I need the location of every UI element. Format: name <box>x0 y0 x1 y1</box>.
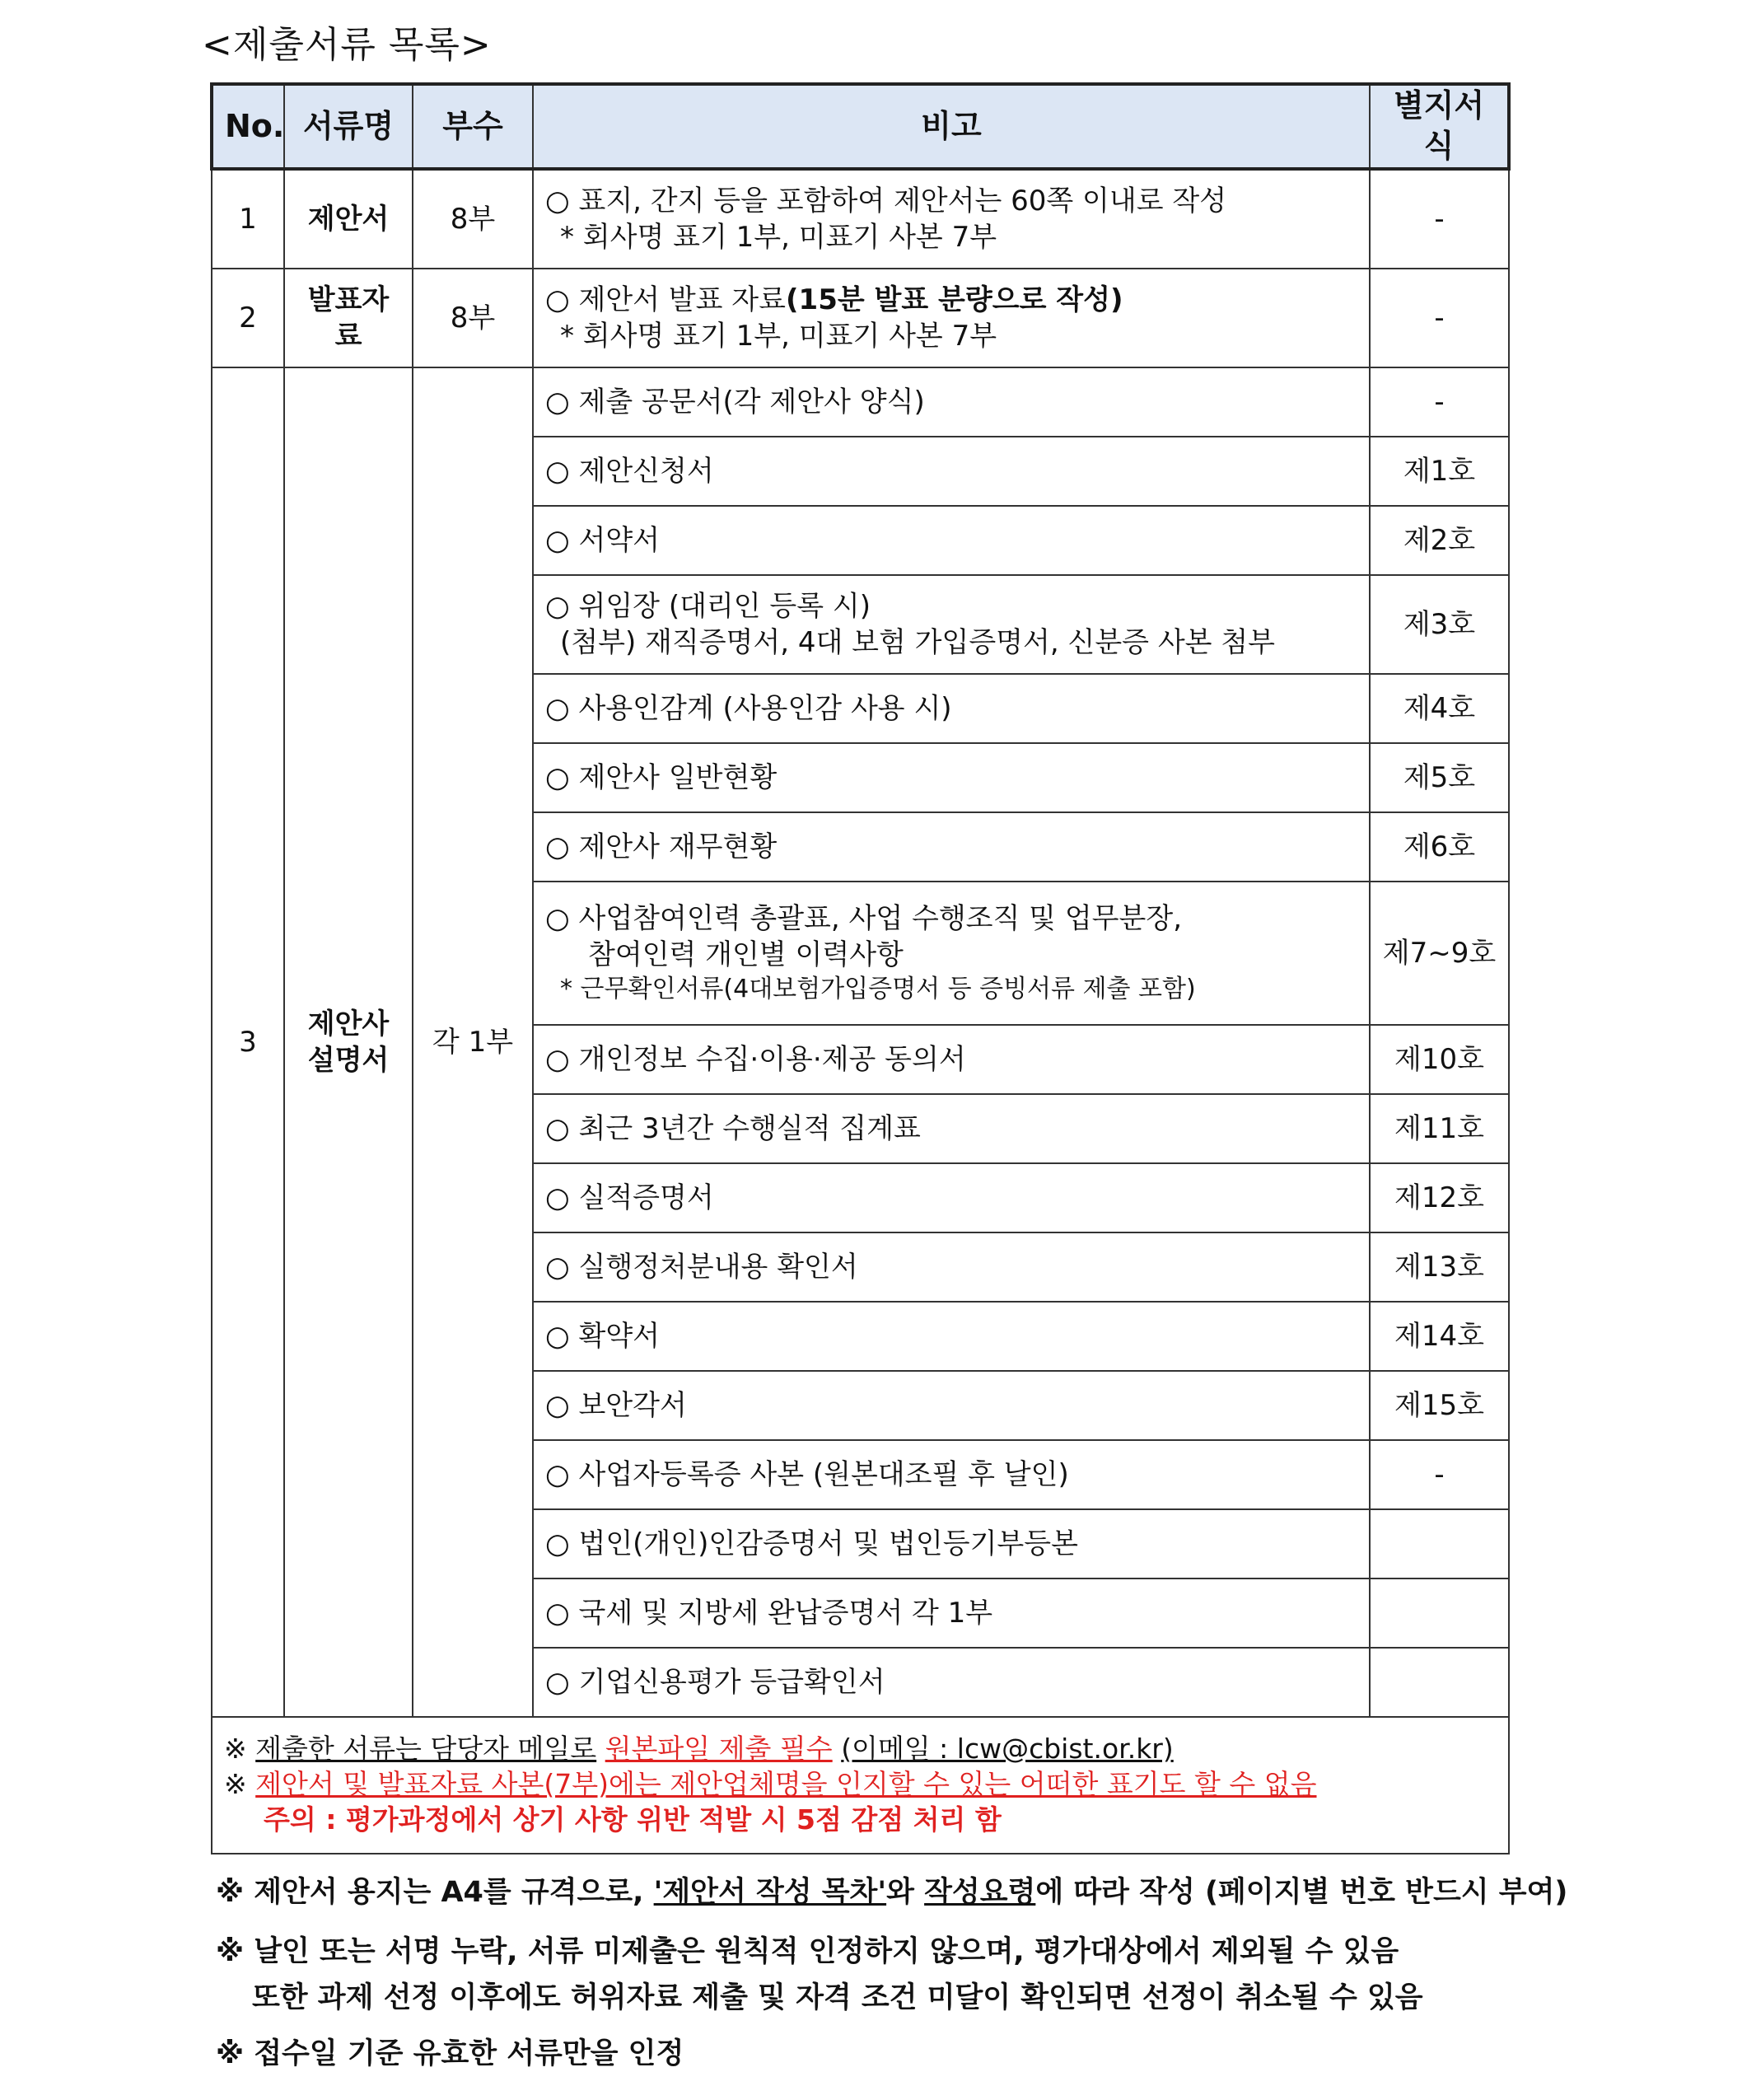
note-cancellation: 또한 과제 선정 이후에도 허위자료 제출 및 자격 조건 미달이 확인되면 선정이 취소될 수 있음 <box>252 1981 1423 2014</box>
row-form: - <box>1370 269 1509 367</box>
table-header-row <box>212 84 1509 169</box>
table-footer-row <box>212 1717 1509 1854</box>
row-copies: 각 1부 <box>413 367 533 1717</box>
item-form <box>1370 1579 1509 1648</box>
item-remarks: ○ 법인(개인)인감증명서 및 법인등기부등본 <box>533 1509 1370 1579</box>
row-no: 2 <box>212 269 284 367</box>
row-copies: 8부 <box>413 169 533 269</box>
item-remarks: ○ 실적증명서 <box>533 1163 1370 1232</box>
item-form <box>1370 1509 1509 1579</box>
item-remarks: ○ 실행정처분내용 확인서 <box>533 1232 1370 1302</box>
item-remarks: ○ 기업신용평가 등급확인서 <box>533 1648 1370 1717</box>
item-form: 제10호 <box>1370 1025 1509 1094</box>
header-copies: 부수 <box>413 84 533 169</box>
item-remarks: ○ 제안사 재무현황 <box>533 812 1370 882</box>
item-remarks: ○ 사업자등록증 사본 (원본대조필 후 날인) <box>533 1440 1370 1509</box>
item-remarks: ○ 보안각서 <box>533 1371 1370 1440</box>
item-form: 제4호 <box>1370 674 1509 743</box>
item-form: 제3호 <box>1370 575 1509 674</box>
item-form: 제6호 <box>1370 812 1509 882</box>
item-form: 제15호 <box>1370 1371 1509 1440</box>
item-remarks: ○ 국세 및 지방세 완납증명서 각 1부 <box>533 1579 1370 1648</box>
item-remarks: ○ 확약서 <box>533 1302 1370 1371</box>
item-remarks: ○ 사용인감계 (사용인감 사용 시) <box>533 674 1370 743</box>
table-row <box>212 169 1509 269</box>
item-remarks: ○ 제안사 일반현황 <box>533 743 1370 812</box>
row-doc-name: 제안사 설명서 <box>284 367 413 1717</box>
item-remarks: ○ 제안신청서 <box>533 437 1370 506</box>
item-form: 제2호 <box>1370 506 1509 575</box>
item-form: 제11호 <box>1370 1094 1509 1163</box>
item-form: 제1호 <box>1370 437 1509 506</box>
note-omission: ※ 날인 또는 서명 누락, 서류 미제출은 원칙적 인정하지 않으며, 평가대상에서 제외될 수 있음 <box>216 1935 1399 1968</box>
row-doc-name: 발표자료 <box>284 269 413 367</box>
note-paper-format: ※ 제안서 용지는 A4를 규격으로, '제안서 작성 목차'와 작성요령에 따라 작성 (페이지별 번호 반드시 부여) <box>216 1876 1568 1909</box>
item-remarks: ○ 사업참여인력 총괄표, 사업 수행조직 및 업무분장, 참여인력 개인별 이력사항 * 근무확인서류(4대보험가입증명서 등 증빙서류 제출 포함) <box>533 882 1370 1025</box>
row-remarks: ○ 표지, 간지 등을 포함하여 제안서는 60쪽 이내로 작성 * 회사명 표기 1부, 미표기 사본 7부 <box>533 169 1370 269</box>
row-doc-name: 제안서 <box>284 169 413 269</box>
item-form: - <box>1370 367 1509 437</box>
item-remarks: ○ 제출 공문서(각 제안사 양식) <box>533 367 1370 437</box>
document-list-table <box>210 82 1511 1854</box>
table-row <box>212 269 1509 367</box>
page-title: <제출서류 목록> <box>202 24 492 66</box>
header-form: 별지서식 <box>1370 84 1509 169</box>
item-form: 제12호 <box>1370 1163 1509 1232</box>
item-form: - <box>1370 1440 1509 1509</box>
item-remarks: ○ 최근 3년간 수행실적 집계표 <box>533 1094 1370 1163</box>
item-form: 제14호 <box>1370 1302 1509 1371</box>
row-no: 3 <box>212 367 284 1717</box>
header-remarks: 비고 <box>533 84 1370 169</box>
note-valid-docs: ※ 접수일 기준 유효한 서류만을 인정 <box>216 2037 684 2070</box>
table-footer-notes: ※ 제출한 서류는 담당자 메일로 원본파일 제출 필수 (이메일 : lcw@cbist.or.kr) ※ 제안서 및 발표자료 사본(7부)에는 제안업체명을 인지할 수 있는 어떠한 표기도 할 수 없음 주의 : 평가과정에서 상기 사항 위반 적발 시 5점 감점 처리 함 <box>212 1717 1509 1854</box>
item-remarks: ○ 개인정보 수집·이용·제공 동의서 <box>533 1025 1370 1094</box>
item-form: 제7~9호 <box>1370 882 1509 1025</box>
item-remarks: ○ 위임장 (대리인 등록 시) (첨부) 재직증명서, 4대 보험 가입증명서, 신분증 사본 첨부 <box>533 575 1370 674</box>
row-remarks: ○ 제안서 발표 자료(15분 발표 분량으로 작성) * 회사명 표기 1부, 미표기 사본 7부 <box>533 269 1370 367</box>
item-form: 제13호 <box>1370 1232 1509 1302</box>
item-form <box>1370 1648 1509 1717</box>
header-doc-name: 서류명 <box>284 84 413 169</box>
table-row <box>212 367 1509 437</box>
header-no: No. <box>212 84 284 169</box>
item-form: 제5호 <box>1370 743 1509 812</box>
row-form: - <box>1370 169 1509 269</box>
item-remarks: ○ 서약서 <box>533 506 1370 575</box>
row-copies: 8부 <box>413 269 533 367</box>
row-no: 1 <box>212 169 284 269</box>
